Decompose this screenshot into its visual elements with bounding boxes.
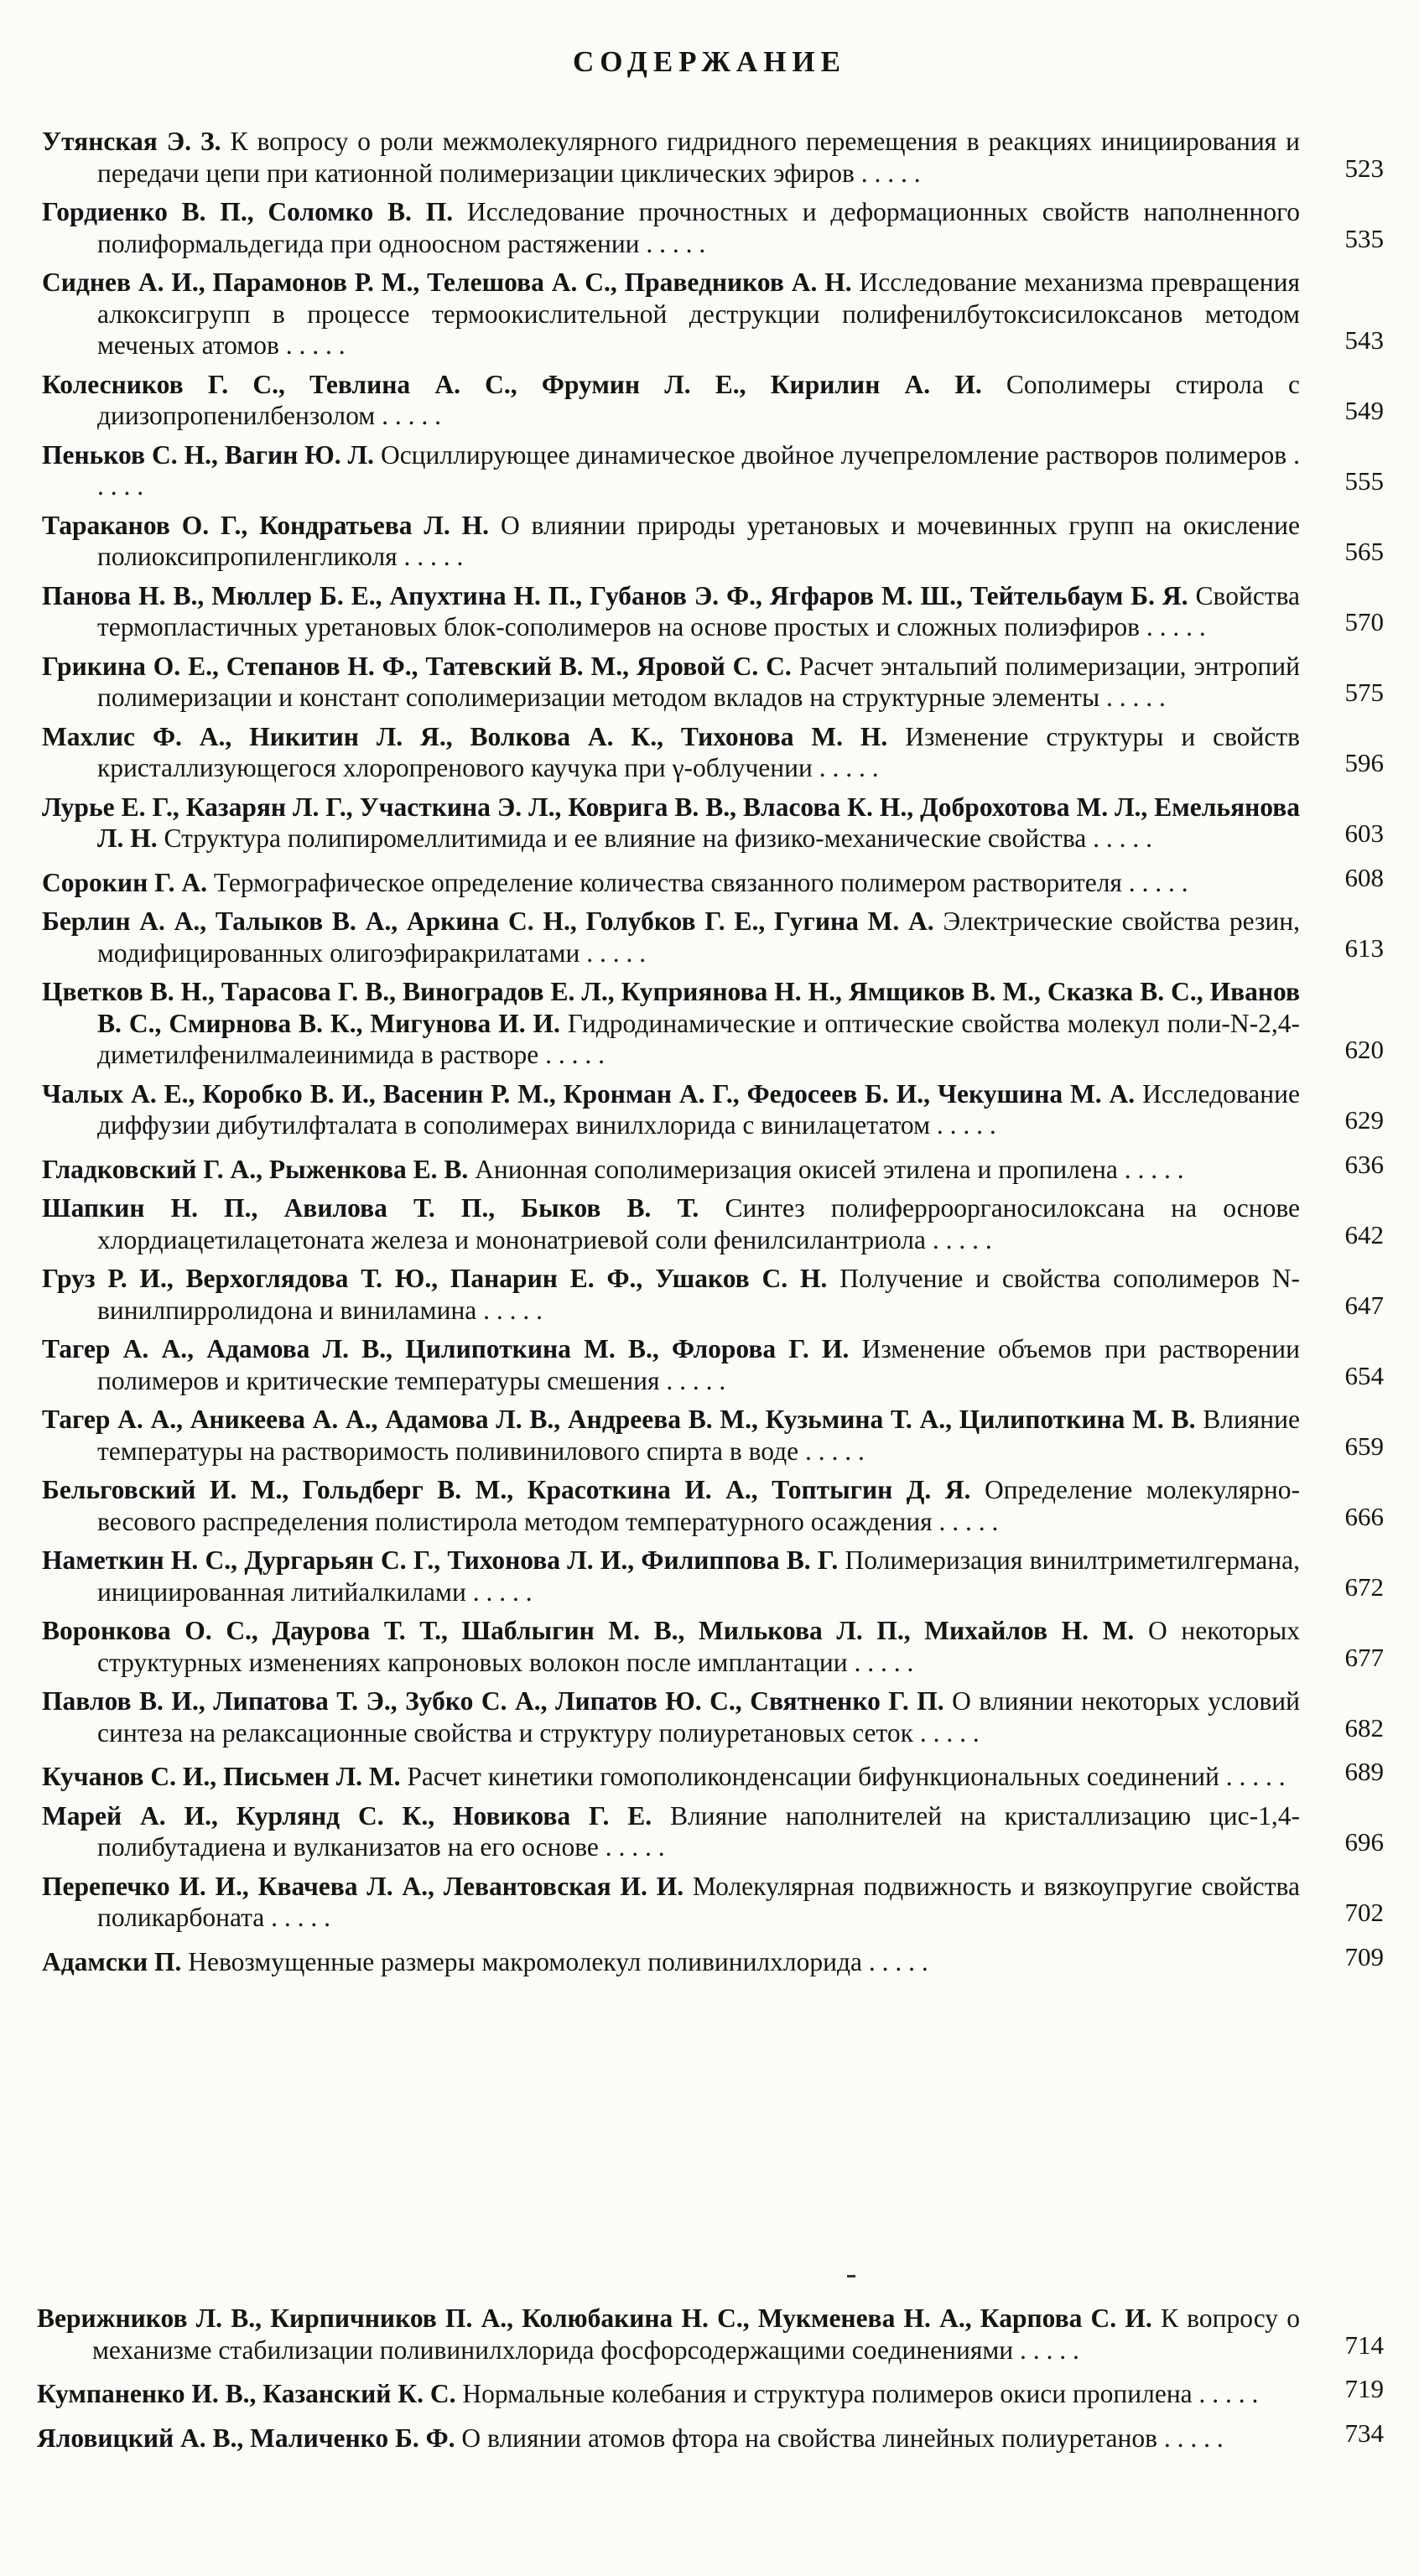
toc-entry-text	[42, 196, 1300, 259]
dot-leader: . . . . .	[1219, 1762, 1286, 1791]
toc-entry-authors: Гладковский Г. А., Рыженкова Е. В.	[42, 1154, 469, 1184]
toc-entry-text	[42, 1404, 1300, 1467]
toc-entry-title: Термографическое определение количества связанного полимером растворителя	[213, 867, 1122, 897]
toc-entry	[42, 1545, 1384, 1607]
page-title: СОДЕРЖАНИЕ	[572, 45, 846, 78]
dot-leader: . . . . .	[912, 1717, 980, 1748]
toc-entry-page: 672	[1344, 1571, 1384, 1602]
toc-entry-authors: Кумпаненко И. В., Казанский К. С.	[37, 2379, 456, 2408]
toc-entry	[42, 1800, 1384, 1863]
dot-leader: . . . . .	[1013, 2334, 1079, 2365]
toc-entry	[37, 2303, 1384, 2366]
toc-entry-title: Определение молекулярно-весового распределения полистирола методом температурного осаждения	[97, 1475, 1301, 1536]
toc-entry-page: 596	[1344, 748, 1384, 777]
toc-entry	[42, 580, 1384, 643]
toc-entry-page: 659	[1344, 1431, 1384, 1461]
toc-entry-authors: Воронкова О. С., Даурова Т. Т., Шаблыгин М. В., Милькова Л. П., Михайлов Н. М.	[42, 1616, 1135, 1645]
toc-entry-authors: Верижников Л. В., Кирпичников П. А., Колюбакина Н. С., Мукменева Н. А., Карпова С. И.	[37, 2303, 1152, 2333]
toc-entry-authors: Лурье Е. Г., Казарян Л. Г., Участкина Э. Л., Коврига В. В., Власова К. Н., Доброхотова М. Л., Емельянова Л. Н.	[42, 792, 1300, 853]
toc-entry-page: 682	[1344, 1712, 1384, 1742]
toc-entry-text	[42, 580, 1300, 643]
toc-entry-authors: Колесников Г. С., Тевлина А. С., Фрумин Л. Е., Кирилин А. И.	[42, 369, 982, 399]
toc-entry-authors: Сиднев А. И., Парамонов Р. М., Телешова А. С., Праведников А. Н.	[42, 267, 852, 297]
toc-entry-page: 565	[1344, 537, 1384, 566]
dot-leader: . . . . .	[1117, 1154, 1184, 1184]
toc-entry-text	[42, 721, 1300, 784]
dot-leader: . . . . .	[598, 1832, 665, 1862]
toc-entry-text	[37, 2303, 1300, 2366]
toc-entry	[42, 510, 1384, 573]
toc-entry	[42, 862, 1384, 899]
toc-entry-text	[42, 126, 1300, 189]
toc-entry-page: 608	[1344, 862, 1384, 892]
toc-entry-text	[42, 867, 1300, 899]
dot-leader: . . . . .	[1192, 2379, 1259, 2408]
toc-entry	[42, 267, 1384, 361]
toc-entry-page: 642	[1344, 1219, 1384, 1249]
toc-entry-page: 555	[1344, 466, 1384, 496]
toc-entry-title: Электрические свойства резин, модифицированных олигоэфиракрилатами	[97, 906, 1300, 968]
dot-leader: . . . . .	[798, 1436, 865, 1466]
toc-entry-authors: Тагер А. А., Адамова Л. В., Цилипоткина М. В., Флорова Г. И.	[42, 1334, 850, 1363]
dot-leader: . . . . .	[278, 330, 346, 360]
toc-entry-title: Исследование механизма превращения алкоксигрупп в процессе термоокислительной деструкции полифенилбутоксисилоксанов методом меченых атомов	[97, 267, 1300, 360]
toc-entry-text	[37, 2423, 1300, 2454]
toc-entry	[42, 1871, 1384, 1934]
toc-entry-title: Изменение объемов при растворении полимеров и критические температуры смешения	[97, 1334, 1301, 1395]
toc-entry-page: 636	[1344, 1149, 1384, 1179]
contents-list-appendix	[37, 2303, 1384, 2461]
dot-leader: . . . . .	[812, 753, 879, 782]
toc-entry-authors: Бельговский И. М., Гольдберг В. М., Красоткина И. А., Топтыгин Д. Я.	[42, 1475, 971, 1504]
dot-leader: . . . . .	[659, 1365, 726, 1395]
toc-entry-authors: Махлис Ф. А., Никитин Л. Я., Волкова А. К., Тихонова М. Н.	[42, 721, 888, 751]
toc-entry-authors: Груз Р. И., Верхоглядова Т. Ю., Панарин Е. Ф., Ушаков С. Н.	[42, 1264, 828, 1293]
toc-entry-text	[42, 1761, 1300, 1793]
toc-entry-title: Синтез полиферроорганосилоксана на основе хлордиацетилацетоната железа и мононатриевой соли фенилсилантриола	[97, 1193, 1300, 1254]
toc-entry-authors: Адамски П.	[42, 1946, 182, 1976]
toc-entry	[42, 1685, 1384, 1748]
toc-entry-page: 702	[1344, 1898, 1384, 1927]
toc-entry-text	[42, 1333, 1300, 1396]
toc-entry-authors: Чалых А. Е., Коробко В. И., Васенин Р. М., Кронман А. Г., Федосеев Б. И., Чекушина М. А.	[42, 1078, 1136, 1109]
toc-entry-page: 647	[1344, 1290, 1384, 1320]
toc-entry	[42, 1149, 1384, 1186]
toc-entry-title: Молекулярная подвижность и вязкоупругие свойства поликарбоната	[97, 1871, 1300, 1932]
toc-entry-authors: Тагер А. А., Аникеева А. А., Адамова Л. В., Андреева В. М., Кузьмина Т. А., Цилипоткина М. В.	[42, 1405, 1196, 1434]
toc-entry-page: 535	[1344, 223, 1384, 253]
toc-entry-page: 570	[1344, 607, 1384, 636]
toc-entry-title: Гидродинамические и оптические свойства молекул поли-N-2,4-диметилфенилмалеинимида в растворе	[97, 1008, 1300, 1069]
toc-entry-title: Расчет энтальпий полимеризации, энтропий полимеризации и констант сополимеризации методом вкладов на структурные элементы	[97, 651, 1300, 712]
toc-entry-title: Исследование диффузии дибутилфталата в сополимерах винилхлорида с винилацетатом	[97, 1078, 1300, 1140]
toc-entry-text	[42, 510, 1300, 573]
toc-entry	[42, 1615, 1384, 1678]
dot-leader: . . . . .	[397, 542, 464, 571]
toc-entry	[42, 1192, 1384, 1255]
toc-entry-title: К вопросу о механизме стабилизации поливинилхлорида фосфорсодержащими соединениями	[92, 2303, 1300, 2365]
toc-entry-authors: Гордиенко В. П., Соломко В. П.	[42, 197, 454, 226]
toc-entry-page: 549	[1344, 396, 1384, 425]
toc-entry-text	[42, 1192, 1300, 1255]
toc-entry-text	[42, 267, 1300, 361]
toc-entry-authors: Утянская Э. З.	[42, 127, 221, 156]
toc-entry	[42, 976, 1384, 1071]
toc-entry-title: Расчет кинетики гомополиконденсации бифункциональных соединений	[407, 1762, 1219, 1791]
dot-leader: . . . . .	[1157, 2423, 1224, 2453]
dot-leader: . . . . .	[930, 1110, 996, 1140]
toc-entry-title: Осциллирующее динамическое двойное лучепреломление растворов полимеров	[380, 439, 1287, 470]
toc-entry-authors: Грикина О. Е., Степанов Н. Ф., Татевский В. М., Яровой С. С.	[42, 651, 792, 681]
toc-entry	[42, 439, 1384, 502]
toc-entry-page: 603	[1344, 818, 1384, 848]
toc-entry	[42, 369, 1384, 432]
toc-entry-title: Невозмущенные размеры макромолекул поливинилхлорида	[188, 1946, 862, 1976]
toc-entry-authors: Павлов В. И., Липатова Т. Э., Зубко С. А., Липатов Ю. С., Святненко Г. П.	[42, 1686, 944, 1716]
toc-entry-text	[42, 439, 1300, 502]
toc-entry-title: К вопросу о роли межмолекулярного гидридного перемещения в реакциях инициирования и передачи цепи при катионной полимеризации циклических эфиров	[97, 127, 1300, 188]
toc-entry-text	[42, 1545, 1300, 1607]
dot-leader: . . . . .	[847, 1647, 914, 1677]
toc-entry-title: Свойства термопластичных уретановых блок-сополимеров на основе простых и сложных полиэфиров	[97, 580, 1301, 641]
toc-entry-title: Нормальные колебания и структура полимеров окиси пропилена	[462, 2379, 1193, 2408]
toc-entry-authors: Берлин А. А., Талыков В. А., Аркина С. Н., Голубков Г. Е., Гугина М. А.	[42, 906, 934, 936]
toc-entry-page: 654	[1344, 1360, 1384, 1390]
toc-entry-text	[42, 976, 1300, 1071]
toc-entry	[37, 2373, 1384, 2410]
dot-leader: . . . . .	[932, 1506, 999, 1536]
dot-leader: . . . . .	[639, 228, 706, 258]
toc-entry-page: 719	[1344, 2374, 1384, 2403]
dot-leader: . . . . .	[538, 1040, 606, 1069]
toc-entry-text	[42, 1685, 1300, 1748]
toc-entry-page: 629	[1344, 1105, 1384, 1135]
toc-entry-text	[42, 792, 1300, 854]
section-divider	[847, 2275, 855, 2277]
toc-entry-authors: Панова Н. В., Мюллер Б. Е., Апухтина Н. П., Губанов Э. Ф., Ягфаров М. Ш., Тейтельбаум Б. Я.	[42, 580, 1188, 610]
toc-entry-text	[42, 906, 1300, 969]
toc-entry-page: 709	[1344, 1941, 1384, 1971]
toc-entry-page: 543	[1344, 325, 1384, 355]
toc-entry-title: О влиянии природы уретановых и мочевинных групп на окисление полиоксипропиленгликоля	[97, 510, 1301, 571]
toc-entry-page: 696	[1344, 1827, 1384, 1857]
toc-entry-text	[42, 1800, 1300, 1863]
toc-entry	[42, 1333, 1384, 1396]
dot-leader: . . . . .	[1121, 867, 1188, 897]
dot-leader: . . . . .	[476, 1295, 543, 1325]
dot-leader: . . . . .	[580, 937, 647, 968]
toc-entry	[42, 1078, 1384, 1141]
toc-entry-text	[42, 1154, 1300, 1186]
dot-leader: . . . . .	[375, 401, 441, 430]
toc-entry-authors: Яловицкий А. В., Маличенко Б. Ф.	[37, 2423, 455, 2453]
toc-entry	[42, 1263, 1384, 1326]
toc-entry-text	[42, 1615, 1300, 1678]
toc-entry-page: 666	[1344, 1501, 1384, 1531]
toc-entry-title: О влиянии некоторых условий синтеза на релаксационные свойства и структуру полиуретановых сеток	[97, 1686, 1300, 1748]
toc-entry-authors: Шапкин Н. П., Авилова Т. П., Быков В. Т.	[42, 1193, 699, 1223]
dot-leader: . . . . .	[465, 1576, 533, 1607]
toc-entry-authors: Перепечко И. И., Квачева Л. А., Левантовская И. И.	[42, 1871, 684, 1901]
toc-entry	[42, 1941, 1384, 1978]
dot-leader: . . . . .	[264, 1903, 331, 1932]
toc-entry-authors: Пеньков С. Н., Вагин Ю. Л.	[42, 439, 374, 470]
toc-entry-title: Изменение структуры и свойств кристаллизующегося хлоропренового каучука при γ-облучении	[97, 721, 1300, 782]
toc-entry	[42, 196, 1384, 259]
toc-entry-authors: Тараканов О. Г., Кондратьева Л. Н.	[42, 510, 490, 540]
dot-leader: . . . . .	[1099, 683, 1166, 712]
toc-entry	[42, 126, 1384, 189]
toc-entry-authors: Кучанов С. И., Письмен Л. М.	[42, 1762, 401, 1791]
toc-entry	[42, 651, 1384, 714]
toc-entry-title: О влиянии атомов фтора на свойства линейных полиуретанов	[461, 2423, 1157, 2453]
toc-entry-authors: Марей А. И., Курлянд С. К., Новикова Г. Е.	[42, 1800, 652, 1831]
toc-entry-text	[42, 651, 1300, 714]
toc-entry-page: 677	[1344, 1642, 1384, 1672]
toc-entry-title: Влияние температуры на растворимость поливинилового спирта в воде	[97, 1405, 1300, 1466]
toc-entry-text	[42, 369, 1300, 432]
toc-entry-title: Сополимеры стирола с диизопропенилбензолом	[97, 369, 1300, 430]
dot-leader: . . . . .	[97, 439, 1301, 501]
contents-list	[42, 126, 1384, 1985]
toc-entry-page: 714	[1344, 2329, 1384, 2360]
toc-entry-title: Анионная сополимеризация окисей этилена и пропилена	[475, 1154, 1118, 1184]
toc-entry-text	[42, 1871, 1300, 1934]
toc-entry-text	[42, 1263, 1300, 1326]
toc-entry-title: Полимеризация винилтриметилгермана, инициированная литийалкилами	[97, 1545, 1300, 1607]
toc-entry	[42, 1756, 1384, 1793]
toc-entry-title: О некоторых структурных изменениях капроновых волокон после имплантации	[97, 1616, 1301, 1677]
toc-entry-title: Получение и свойства сополимеров N-винилпирролидона и виниламина	[97, 1264, 1301, 1325]
toc-entry-authors: Цветков В. Н., Тарасова Г. В., Виноградов Е. Л., Куприянова Н. Н., Ямщиков В. М., Сказка В. С., Иванов В. С., Смирнова В. К., Мигунова И. И.	[42, 977, 1300, 1038]
toc-entry-page: 620	[1344, 1035, 1384, 1064]
toc-entry-authors: Сорокин Г. А.	[42, 867, 207, 897]
toc-entry-text	[37, 2378, 1300, 2410]
toc-entry-page: 613	[1344, 932, 1384, 963]
dot-leader: . . . . .	[1140, 612, 1206, 641]
dot-leader: . . . . .	[861, 1946, 928, 1976]
toc-entry-authors: Наметкин Н. С., Дургарьян С. Г., Тихонова Л. И., Филиппова В. Г.	[42, 1545, 839, 1575]
toc-entry-page: 523	[1344, 153, 1384, 183]
toc-entry	[37, 2418, 1384, 2454]
toc-entry-text	[42, 1946, 1300, 1978]
toc-entry	[42, 721, 1384, 784]
toc-entry-page: 734	[1344, 2418, 1384, 2448]
toc-entry-title: Структура полипиромеллитимида и ее влияние на физико-механические свойства	[164, 823, 1087, 853]
dot-leader: . . . . .	[925, 1224, 992, 1254]
toc-entry	[42, 906, 1384, 969]
toc-entry	[42, 792, 1384, 854]
toc-entry-page: 575	[1344, 678, 1384, 707]
toc-entry-title: Исследование прочностных и деформационных свойств наполненного полиформальдегида при одноосном растяжении	[97, 197, 1300, 258]
dot-leader: . . . . .	[1086, 823, 1153, 853]
dot-leader: . . . . .	[854, 158, 921, 188]
toc-entry-text	[42, 1078, 1300, 1141]
toc-entry-title: Влияние наполнителей на кристаллизацию цис-1,4-полибутадиена и вулканизатов на его основе	[97, 1800, 1300, 1862]
toc-entry-page: 689	[1344, 1757, 1384, 1786]
toc-entry-text	[42, 1474, 1300, 1537]
toc-entry	[42, 1404, 1384, 1467]
toc-entry	[42, 1474, 1384, 1537]
